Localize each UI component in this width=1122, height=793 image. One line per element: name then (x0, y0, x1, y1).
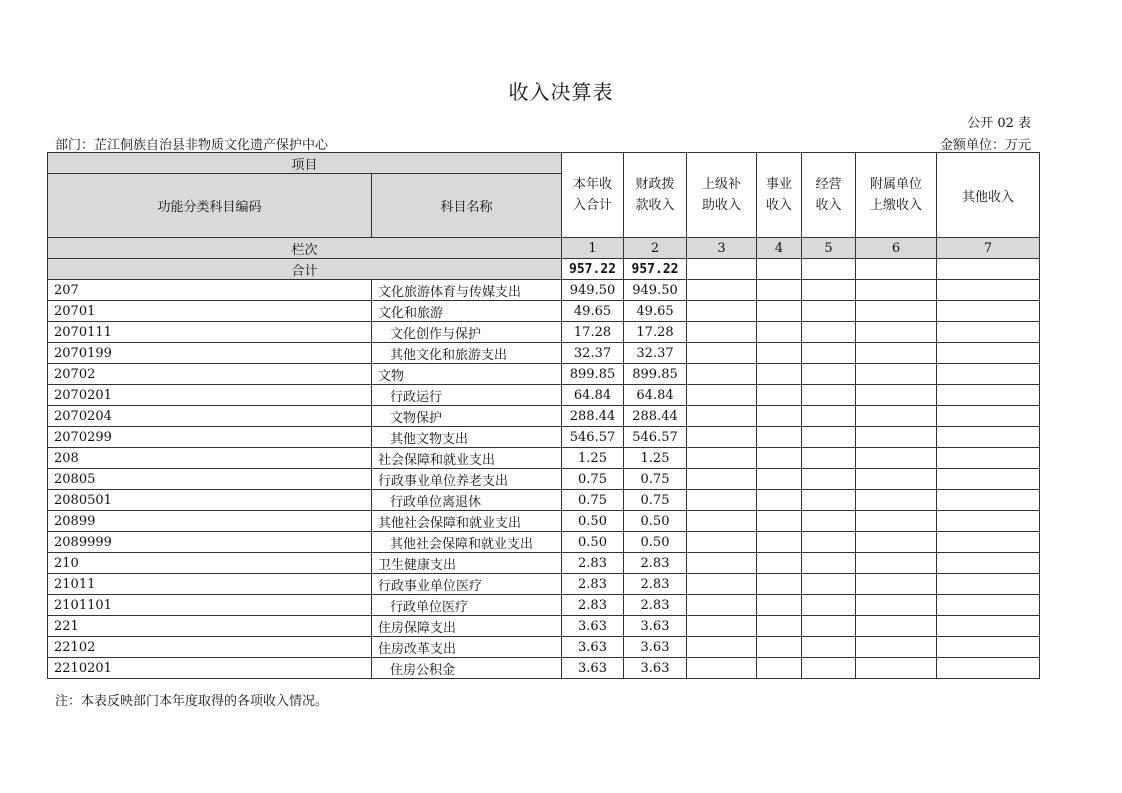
row-business (757, 406, 802, 427)
row-operating (802, 280, 856, 301)
row-affiliated (856, 427, 937, 448)
row-code: 20805 (48, 469, 372, 490)
row-affiliated (856, 343, 937, 364)
row-affiliated (856, 532, 937, 553)
table-row (48, 532, 1040, 553)
row-fiscal: 32.37 (624, 343, 687, 364)
row-business (757, 658, 802, 679)
table-row (48, 469, 1040, 490)
table-row (48, 427, 1040, 448)
row-business (757, 322, 802, 343)
row-superior (687, 406, 757, 427)
row-name: 文化旅游体育与传媒支出 (372, 280, 562, 301)
row-affiliated (856, 280, 937, 301)
row-operating (802, 532, 856, 553)
row-total: 2.83 (562, 595, 624, 616)
table-row (48, 637, 1040, 658)
header-total: 本年收 入合计 (562, 153, 624, 238)
row-name: 文化创作与保护 (372, 322, 562, 343)
row-other (937, 364, 1040, 385)
row-total: 3.63 (562, 616, 624, 637)
row-other (937, 301, 1040, 322)
row-affiliated (856, 364, 937, 385)
row-business (757, 595, 802, 616)
row-code: 2070111 (48, 322, 372, 343)
row-business (757, 616, 802, 637)
row-name: 其他文物支出 (372, 427, 562, 448)
row-superior (687, 658, 757, 679)
amount-unit: 金额单位：万元 (939, 138, 1031, 153)
row-name: 其他社会保障和就业支出 (372, 511, 562, 532)
table-row (48, 616, 1040, 637)
row-fiscal: 0.75 (624, 490, 687, 511)
row-total: 17.28 (562, 322, 624, 343)
row-operating (802, 490, 856, 511)
row-other (937, 616, 1040, 637)
row-affiliated (856, 301, 937, 322)
row-fiscal: 899.85 (624, 364, 687, 385)
row-fiscal: 949.50 (624, 280, 687, 301)
row-business (757, 364, 802, 385)
table-row (48, 448, 1040, 469)
row-total: 0.75 (562, 469, 624, 490)
row-superior (687, 511, 757, 532)
table-row (48, 322, 1040, 343)
row-total: 288.44 (562, 406, 624, 427)
row-code: 2070204 (48, 406, 372, 427)
header-other: 其他收入 (937, 153, 1040, 238)
row-other (937, 574, 1040, 595)
row-name: 行政单位医疗 (372, 595, 562, 616)
row-business (757, 637, 802, 658)
row-name: 住房公积金 (372, 658, 562, 679)
row-operating (802, 301, 856, 322)
row-code: 2080501 (48, 490, 372, 511)
column-number: 4 (757, 238, 802, 259)
row-operating (802, 658, 856, 679)
row-business (757, 385, 802, 406)
row-affiliated (856, 553, 937, 574)
row-fiscal: 288.44 (624, 406, 687, 427)
row-operating (802, 616, 856, 637)
row-name: 行政运行 (372, 385, 562, 406)
row-name: 住房改革支出 (372, 637, 562, 658)
row-name: 其他文化和旅游支出 (372, 343, 562, 364)
row-affiliated (856, 385, 937, 406)
row-other (937, 511, 1040, 532)
row-code: 20702 (48, 364, 372, 385)
row-total: 0.50 (562, 511, 624, 532)
row-code: 22102 (48, 637, 372, 658)
row-superior (687, 448, 757, 469)
row-business (757, 280, 802, 301)
row-total: 2.83 (562, 574, 624, 595)
row-fiscal: 2.83 (624, 574, 687, 595)
table-row (48, 301, 1040, 322)
row-superior (687, 427, 757, 448)
row-total: 0.50 (562, 532, 624, 553)
row-fiscal: 2.83 (624, 595, 687, 616)
row-name: 卫生健康支出 (372, 553, 562, 574)
row-fiscal: 3.63 (624, 658, 687, 679)
row-operating (802, 427, 856, 448)
row-affiliated (856, 637, 937, 658)
row-superior (687, 469, 757, 490)
column-number-label: 栏次 (48, 238, 562, 259)
row-total: 3.63 (562, 637, 624, 658)
row-code: 2101101 (48, 595, 372, 616)
row-superior (687, 616, 757, 637)
table-row (48, 574, 1040, 595)
row-operating (802, 469, 856, 490)
row-other (937, 322, 1040, 343)
row-other (937, 406, 1040, 427)
row-superior (687, 553, 757, 574)
row-other (937, 658, 1040, 679)
row-fiscal: 2.83 (624, 553, 687, 574)
row-total: 64.84 (562, 385, 624, 406)
row-fiscal: 546.57 (624, 427, 687, 448)
row-other (937, 280, 1040, 301)
table-row (48, 511, 1040, 532)
total-row (48, 259, 1040, 280)
header-name: 科目名称 (372, 174, 562, 238)
row-affiliated (856, 658, 937, 679)
row-total: 3.63 (562, 658, 624, 679)
row-affiliated (856, 595, 937, 616)
row-business (757, 427, 802, 448)
row-other (937, 427, 1040, 448)
page-title: 收入决算表 (508, 80, 614, 104)
row-other (937, 553, 1040, 574)
row-other (937, 385, 1040, 406)
header-code: 功能分类科目编码 (48, 174, 372, 238)
row-business (757, 343, 802, 364)
header-operating: 经营 收入 (802, 153, 856, 238)
table-row (48, 364, 1040, 385)
table-row (48, 280, 1040, 301)
row-total: 49.65 (562, 301, 624, 322)
row-code: 2070299 (48, 427, 372, 448)
table-row (48, 343, 1040, 364)
row-other (937, 532, 1040, 553)
row-superior (687, 490, 757, 511)
row-operating (802, 637, 856, 658)
row-code: 20899 (48, 511, 372, 532)
row-fiscal: 0.50 (624, 511, 687, 532)
row-total: 949.50 (562, 280, 624, 301)
row-affiliated (856, 490, 937, 511)
row-superior (687, 574, 757, 595)
row-fiscal: 0.75 (624, 469, 687, 490)
row-fiscal: 3.63 (624, 616, 687, 637)
column-number: 3 (687, 238, 757, 259)
row-total: 899.85 (562, 364, 624, 385)
header-row-project (48, 153, 1040, 174)
table-row (48, 553, 1040, 574)
column-number-row (48, 238, 1040, 259)
table-row (48, 490, 1040, 511)
row-code: 2210201 (48, 658, 372, 679)
total-amount: 957.22 (562, 259, 624, 280)
row-superior (687, 637, 757, 658)
row-operating (802, 553, 856, 574)
row-code: 2070199 (48, 343, 372, 364)
row-total: 2.83 (562, 553, 624, 574)
row-business (757, 490, 802, 511)
row-business (757, 574, 802, 595)
row-name: 行政事业单位医疗 (372, 574, 562, 595)
row-affiliated (856, 616, 937, 637)
row-name: 其他社会保障和就业支出 (372, 532, 562, 553)
row-name: 住房保障支出 (372, 616, 562, 637)
row-fiscal: 0.50 (624, 532, 687, 553)
form-number: 公开 02 表 (967, 116, 1031, 131)
header-fiscal: 财政拨 款收入 (624, 153, 687, 238)
row-operating (802, 364, 856, 385)
row-fiscal: 49.65 (624, 301, 687, 322)
row-superior (687, 595, 757, 616)
row-other (937, 469, 1040, 490)
row-code: 207 (48, 280, 372, 301)
row-business (757, 448, 802, 469)
row-code: 208 (48, 448, 372, 469)
row-superior (687, 364, 757, 385)
row-affiliated (856, 469, 937, 490)
row-operating (802, 511, 856, 532)
row-name: 行政事业单位养老支出 (372, 469, 562, 490)
table-row (48, 385, 1040, 406)
row-code: 21011 (48, 574, 372, 595)
row-business (757, 469, 802, 490)
header-project: 项目 (48, 153, 562, 174)
row-total: 32.37 (562, 343, 624, 364)
column-number: 7 (937, 238, 1040, 259)
row-business (757, 301, 802, 322)
row-code: 2089999 (48, 532, 372, 553)
row-affiliated (856, 448, 937, 469)
row-name: 文物 (372, 364, 562, 385)
row-other (937, 637, 1040, 658)
row-superior (687, 343, 757, 364)
row-operating (802, 343, 856, 364)
row-name: 文化和旅游 (372, 301, 562, 322)
row-operating (802, 574, 856, 595)
row-business (757, 511, 802, 532)
row-other (937, 343, 1040, 364)
row-name: 社会保障和就业支出 (372, 448, 562, 469)
row-operating (802, 406, 856, 427)
row-total: 546.57 (562, 427, 624, 448)
row-fiscal: 64.84 (624, 385, 687, 406)
department-label: 部门：芷江侗族自治县非物质文化遗产保护中心 (55, 138, 329, 153)
total-label: 合计 (48, 259, 562, 280)
row-affiliated (856, 511, 937, 532)
column-number: 1 (562, 238, 624, 259)
row-name: 行政单位离退休 (372, 490, 562, 511)
row-total: 1.25 (562, 448, 624, 469)
row-superior (687, 385, 757, 406)
table-row (48, 406, 1040, 427)
row-superior (687, 280, 757, 301)
income-table (47, 152, 1040, 679)
footnote: 注：本表反映部门本年度取得的各项收入情况。 (55, 694, 329, 709)
row-superior (687, 532, 757, 553)
table-row (48, 658, 1040, 679)
row-business (757, 532, 802, 553)
column-number: 6 (856, 238, 937, 259)
row-superior (687, 322, 757, 343)
row-superior (687, 301, 757, 322)
table-row (48, 595, 1040, 616)
row-total: 0.75 (562, 490, 624, 511)
row-fiscal: 1.25 (624, 448, 687, 469)
row-code: 2070201 (48, 385, 372, 406)
row-operating (802, 385, 856, 406)
header-superior: 上级补 助收入 (687, 153, 757, 238)
row-other (937, 448, 1040, 469)
header-business: 事业 收入 (757, 153, 802, 238)
row-code: 210 (48, 553, 372, 574)
row-other (937, 490, 1040, 511)
row-other (937, 595, 1040, 616)
row-name: 文物保护 (372, 406, 562, 427)
row-fiscal: 3.63 (624, 637, 687, 658)
row-operating (802, 448, 856, 469)
row-affiliated (856, 322, 937, 343)
row-operating (802, 322, 856, 343)
row-operating (802, 595, 856, 616)
header-affiliated: 附属单位 上缴收入 (856, 153, 937, 238)
column-number: 5 (802, 238, 856, 259)
row-fiscal: 17.28 (624, 322, 687, 343)
row-affiliated (856, 574, 937, 595)
column-number: 2 (624, 238, 687, 259)
row-affiliated (856, 406, 937, 427)
total-fiscal: 957.22 (624, 259, 687, 280)
row-code: 221 (48, 616, 372, 637)
row-business (757, 553, 802, 574)
row-code: 20701 (48, 301, 372, 322)
